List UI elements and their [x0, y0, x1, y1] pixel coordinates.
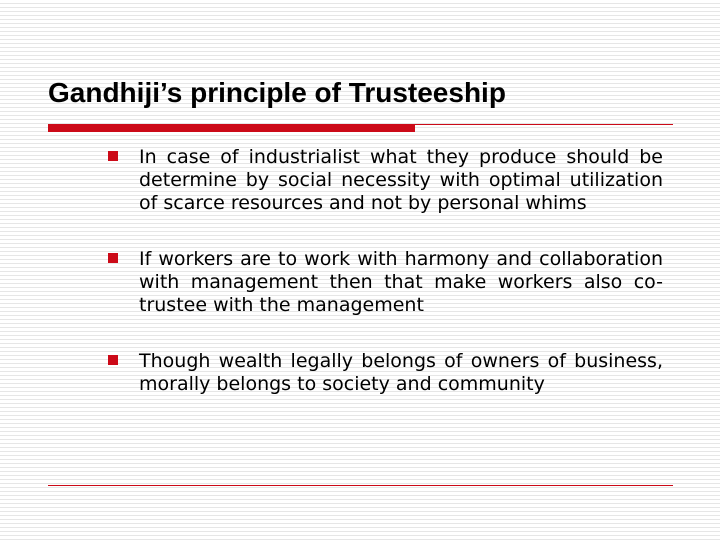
bullet-item-2 [108, 248, 663, 317]
bullet-text-2: If workers are to work with harmony and collaboration with management then that make workers also co-trustee with the management [139, 248, 663, 316]
bullet-text-1: In case of industrialist what they produce should be determine by social necessity with optimal utilization of scarce resources and not by personal whims [139, 146, 663, 214]
square-bullet-icon [108, 253, 118, 263]
bullet-item-3 [108, 350, 663, 396]
title-accent-bar [48, 124, 415, 132]
square-bullet-icon [108, 151, 118, 161]
bullet-list [108, 146, 663, 396]
square-bullet-icon [108, 355, 118, 365]
slide-title: Gandhiji’s principle of Trusteeship [48, 77, 506, 108]
bullet-item-1 [108, 146, 663, 215]
title-divider-line [415, 124, 673, 125]
bullet-text-3: Though wealth legally belongs of owners of business, morally belongs to society and community [139, 350, 663, 395]
footer-divider-line [48, 485, 673, 486]
